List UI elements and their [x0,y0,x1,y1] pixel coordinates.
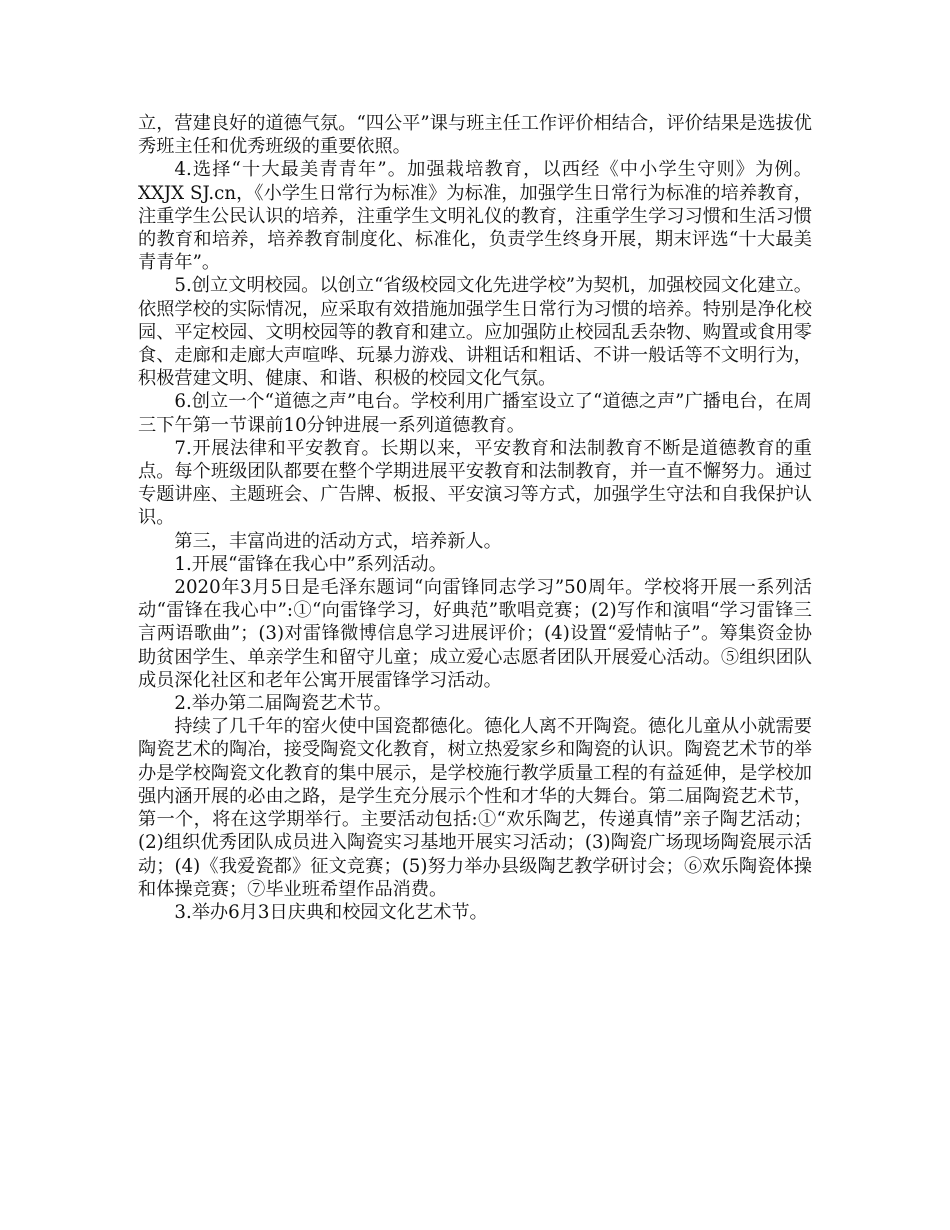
paragraph-leifeng: 2020年3月5日是毛泽东题词“向雷锋同志学习”50周年。学校将开展一系列活动“雷锋在我心中”:①“向雷锋学习，好典范”歌唱竞赛；(2)写作和演唱“学习雷锋三言两语歌曲”；(3)对雷锋微博信息学习进展评价；(4)设置“爱情帖子”。筹集资金协助贫困学生、单亲学生和留守儿童；成立爱心志愿者团队开展爱心活动。⑤组织团队成员深化社区和老年公寓开展雷锋学习活动。 [138,577,812,691]
subheading-activity-3: 3.举办6月3日庆典和校园文化艺术节。 [174,901,488,923]
paragraph-evaluation-end: 立，营建良好的道德气氛。“四公平”课与班主任工作评价相结合，评价结果是选拔优秀班主任和优秀班级的重要依照。 [138,113,812,158]
paragraph-item-7: 7.开展法律和平安教育。长期以来，平安教育和法制教育不断是道德教育的重点。每个班级团队都要在整个学期进展平安教育和法制教育，并一直不懈努力。通过专题讲座、主题班会、广告牌、板报、平安演习等方式，加强学生守法和自我保护认识。 [138,437,812,529]
subheading-activity-1: 1.开展“雷锋在我心中”系列活动。 [174,553,447,575]
section-heading-third: 第三，丰富尚进的活动方式，培养新人。 [174,530,502,552]
paragraph-ceramics: 持续了几千年的窑火使中国瓷都德化。德化人离不开陶瓷。德化儿童从小就需要陶瓷艺术的陶冶，接受陶瓷文化教育，树立热爱家乡和陶瓷的认识。陶瓷艺术节的举办是学校陶瓷文化教育的集中展示，是学校施行教学质量工程的有益延伸，是学校加强内涵开展的必由之路，是学生充分展示个性和才华的大舞台。第二届陶瓷艺术节，第一个，将在这学期举行。主要活动包括:①“欢乐陶艺，传递真情”亲子陶艺活动；(2)组织优秀团队成员进入陶瓷实习基地开展实习活动；(3)陶瓷广场现场陶瓷展示活动；(4)《我爱瓷都》征文竞赛；(5)努力举办县级陶艺教学研讨会；⑥欢乐陶瓷体操和体操竞赛；⑦毕业班希望作品消费。 [138,716,812,900]
paragraph-item-5: 5.创立文明校园。以创立“省级校园文化先进学校”为契机，加强校园文化建立。依照学校的实际情况，应采取有效措施加强学生日常行为习惯的培养。特别是净化校园、平定校园、文明校园等的教育和建立。应加强防止校园乱丢杂物、购置或食用零食、走廊和走廊大声喧哗、玩暴力游戏、讲粗话和粗话、不讲一般话等不文明行为，积极营建文明、健康、和谐、积极的校园文化气氛。 [138,275,812,390]
paragraph-item-4: 4.选择“十大最美青青年”。加强栽培教育，以西经《中小学生守则》为例。XXJX SJ.cn，《小学生日常行为标准》为标准，加强学生日常行为标准的培养教育，注重学生公民认识的培养，注重学生文明礼仪的教育，注重学生学习习惯和生活习惯的教育和培养，培养教育制度化、标准化，负责学生终身开展，期末评选“十大最美青青年”。 [138,159,812,274]
document-body [138,112,812,924]
paragraph-item-6: 6.创立一个“道德之声”电台。学校利用广播室设立了“道德之声”广播电台，在周三下午第一节课前10分钟进展一系列道德教育。 [138,391,812,436]
subheading-activity-2: 2.举办第二届陶瓷艺术节。 [174,693,392,715]
